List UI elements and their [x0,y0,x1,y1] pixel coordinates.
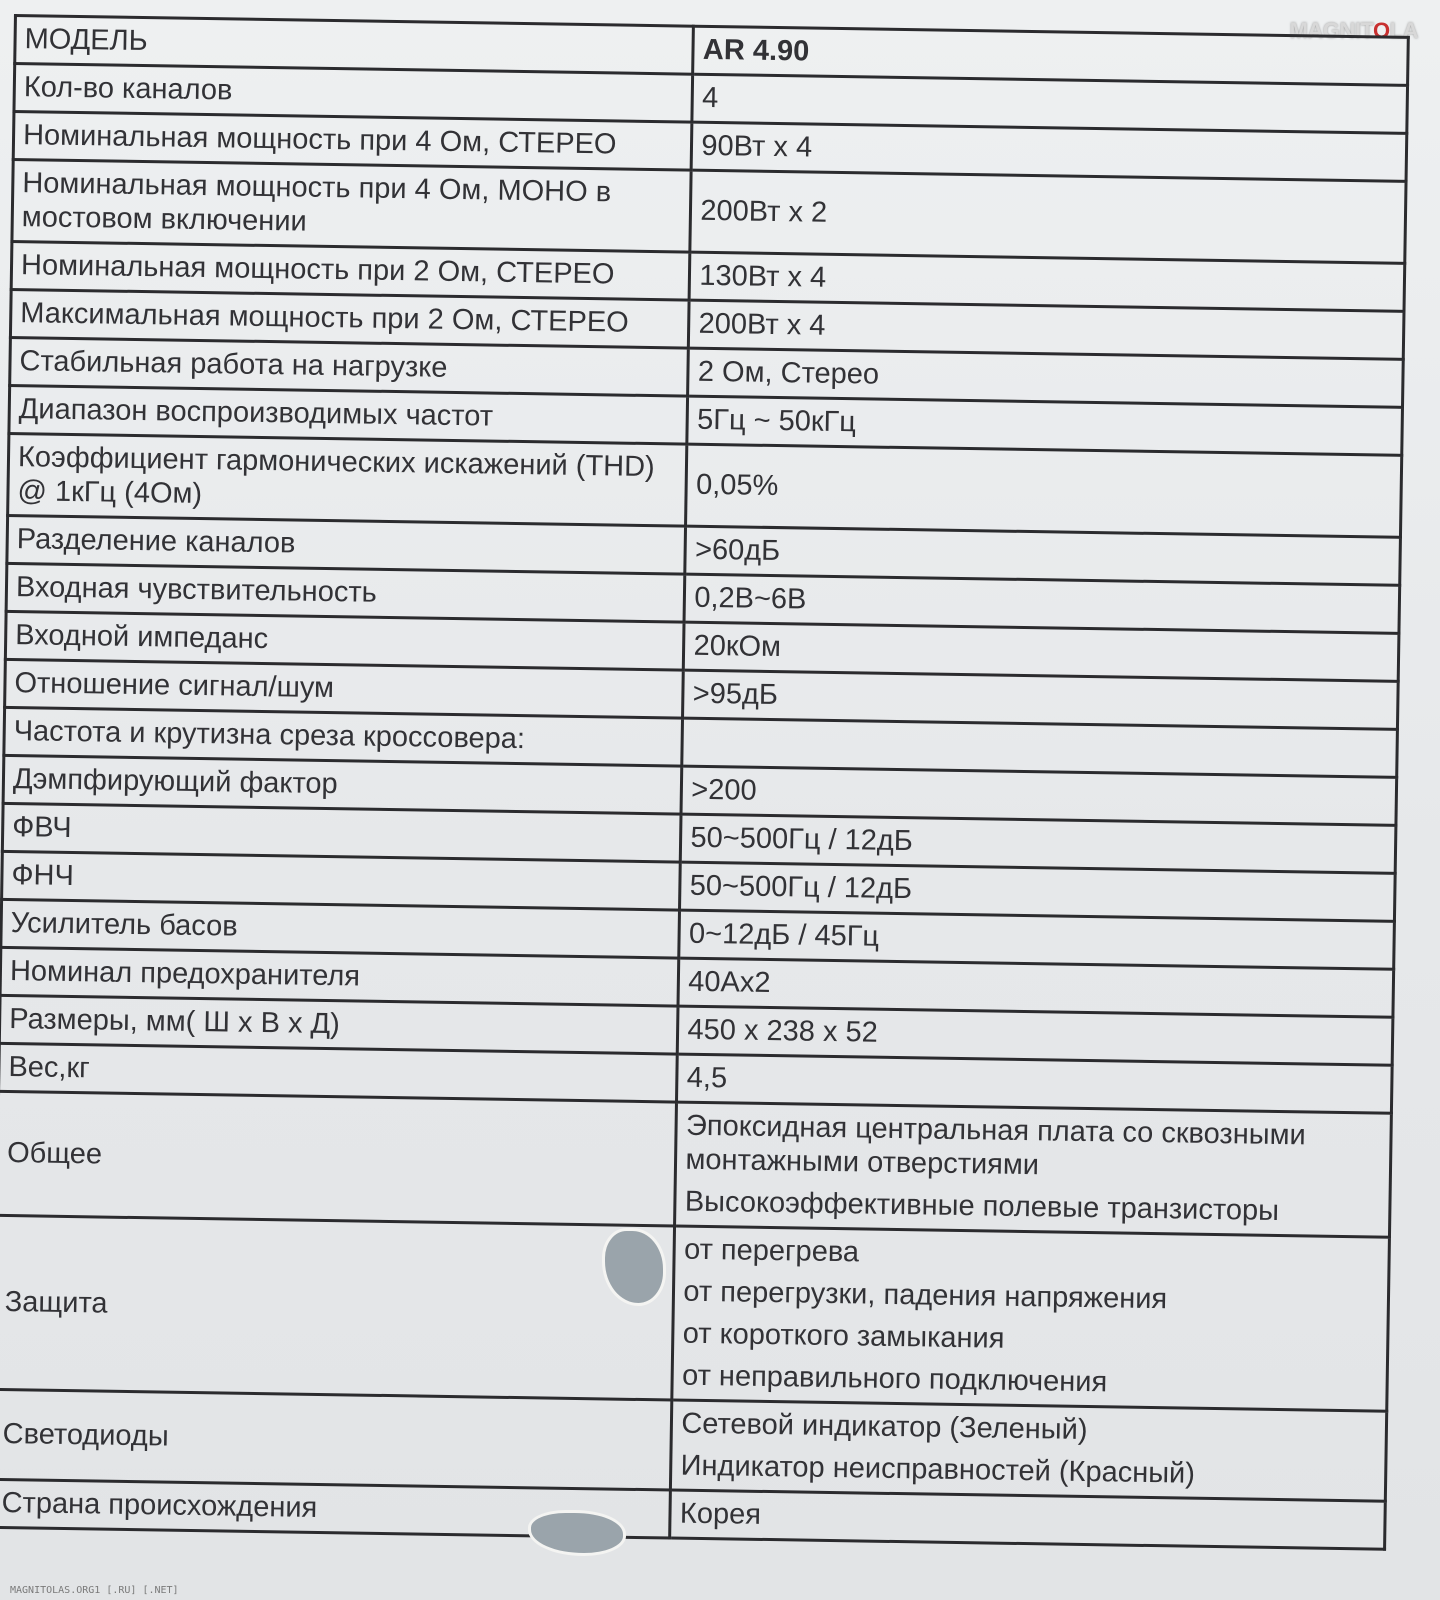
spec-value-line: 5Гц ~ 50кГц [696,403,857,439]
spec-value-line: 0,05% [695,468,779,503]
paper-tear-mark-bottom [528,1510,626,1556]
spec-value-line: 50~500Гц / 12дБ [690,821,914,858]
spec-label: Номинальная мощность при 2 Ом, СТЕРЕО [11,241,690,300]
spec-value-line: >95дБ [692,677,779,712]
spec-value-line: 0~12дБ / 45Гц [688,917,880,953]
spec-value-line: 4 [701,81,719,115]
spec-value-line: от короткого замыкания [682,1317,1005,1355]
spec-label: ФВЧ [2,803,681,862]
spec-value-line: 2 Ом, Стерео [697,355,880,391]
spec-value-line: >200 [691,773,757,807]
spec-label: ФНЧ [2,851,681,910]
spec-label: Коэффициент гармонических искажений (THD) @ 1кГц (4Ом) [8,433,688,526]
spec-label: Дэмпфирующий фактор [3,755,682,814]
spec-label: Защита [0,1215,675,1400]
spec-value-line: AR 4.90 [702,33,810,68]
spec-label: Номинал предохранителя [0,947,679,1006]
spec-label: Кол-во каналов [14,64,693,123]
spec-label: Разделение каналов [7,515,686,574]
spec-value-cell [670,1490,1385,1549]
spec-value-line: Сетевой индикатор (Зеленый) [681,1407,1088,1447]
spec-label: Максимальная мощность при 2 Ом, СТЕРЕО [10,289,689,348]
watermark-text-end: LA [1389,18,1418,43]
spec-row [0,1215,1389,1411]
spec-value-line: 200Вт x 4 [698,307,826,342]
spec-label: Входная чувствительность [6,563,685,622]
spec-value-line: 20кОм [693,629,782,664]
spec-label: Общее [0,1091,677,1226]
spec-label: Отношение сигнал/шум [5,659,684,718]
spec-value-line: >60дБ [694,533,781,568]
spec-value-cell [675,1102,1391,1237]
spec-value-line: Высокоэффективные полевые транзисторы [684,1185,1280,1228]
spec-value-line: 130Вт x 4 [699,259,827,294]
spec-value-cell [671,1400,1387,1501]
spec-value-line: 50~500Гц / 12дБ [689,869,913,906]
spec-label: Номинальная мощность при 4 Ом, МОНО в мостовом включении [12,160,692,253]
spec-label: Светодиоды [0,1389,672,1490]
spec-value-line: Корея [679,1497,762,1531]
spec-value-cell [690,170,1406,263]
spec-table-body [0,16,1408,1550]
watermark-text-start: MAGNIT [1289,18,1374,43]
spec-label: МОДЕЛЬ [15,16,694,75]
spec-label: Усилитель басов [1,899,680,958]
spec-label: Частота и крутизна среза кроссовера: [4,707,683,766]
watermark-text-dot: O [1373,18,1390,43]
spec-label: Вес,кг [0,1043,678,1102]
spec-table [0,14,1410,1551]
spec-value-line: от перегрева [683,1233,860,1269]
spec-value-line: Эпоксидная центральная плата со сквозными монтажными отверстиями [685,1109,1306,1182]
spec-value-line: 0,2В~6В [694,581,807,616]
spec-value-line: Индикатор неисправностей (Красный) [680,1449,1196,1490]
spec-label: Страна происхождения [0,1479,671,1538]
spec-value-line: 450 x 238 x 52 [687,1013,879,1049]
spec-value-line: от неправильного подключения [681,1359,1108,1399]
spec-value-cell [686,444,1402,537]
spec-value-line: 4,5 [686,1061,728,1095]
spec-value-cell [672,1226,1389,1411]
spec-value-line [692,742,1387,753]
spec-label: Стабильная работа на нагрузке [10,337,689,396]
spec-row [0,1091,1391,1237]
spec-value-line: 200Вт x 2 [700,194,828,229]
spec-value-line: от перегрузки, падения напряжения [683,1275,1168,1316]
spec-value-line: 90Вт x 4 [701,129,813,164]
footer-caption: MAGNITOLAS.ORG1 [.RU] [.NET] [10,1585,179,1596]
spec-label: Входной импеданс [5,611,684,670]
spec-value-line: 40Ax2 [688,965,771,1000]
spec-label: Размеры, мм( Ш x В x Д) [0,995,678,1054]
spec-label: Диапазон воспроизводимых частот [9,385,688,444]
spec-label: Номинальная мощность при 4 Ом, СТЕРЕО [13,112,692,171]
